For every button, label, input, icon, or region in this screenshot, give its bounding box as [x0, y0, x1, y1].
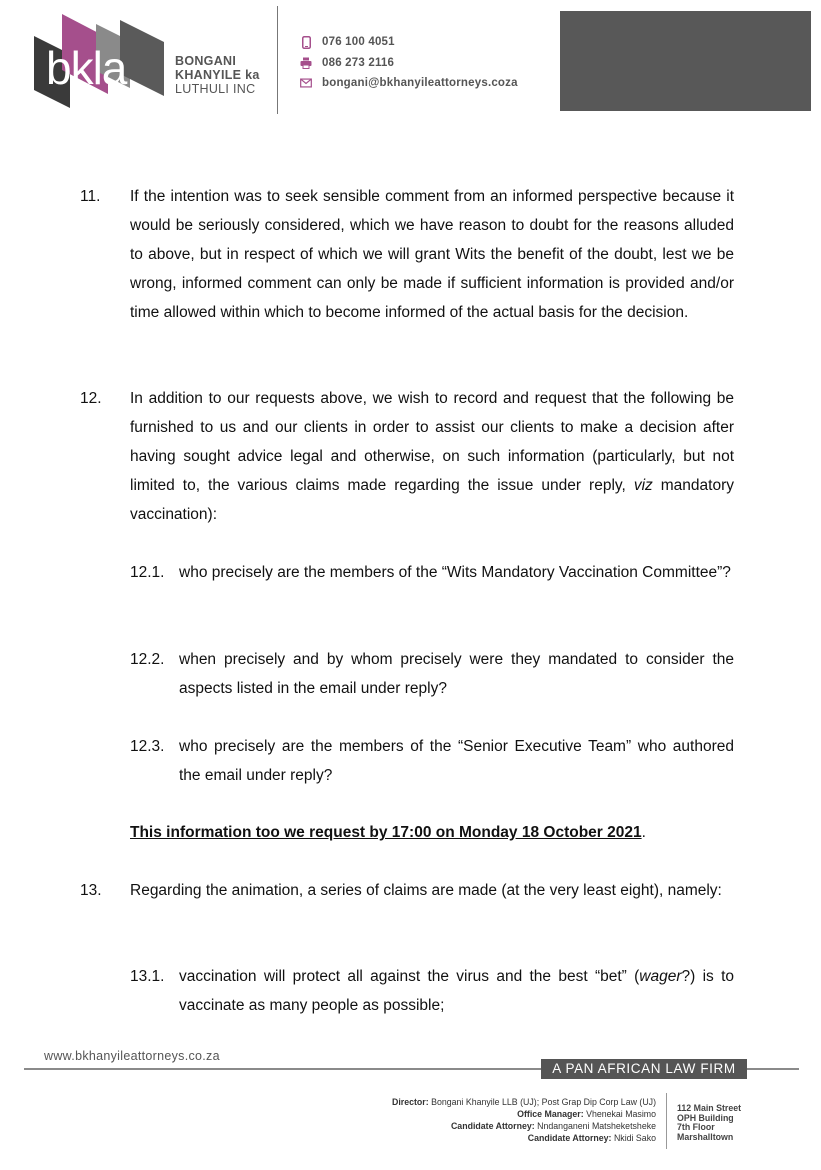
para-13-1-text-end: ?) is to vaccinate as many people as possible;: [179, 968, 735, 1014]
staff-role: Candidate Attorney:: [527, 1133, 612, 1143]
para-11-number: 11.: [80, 188, 101, 205]
firm-name-line-2: KHANYILE ka: [175, 68, 260, 82]
para-13-number: 13.: [80, 882, 102, 899]
header-divider: [277, 6, 278, 114]
contact-email: [300, 75, 518, 91]
para-12-2-text: when precisely and by whom precisely were they mandated to consider the aspects listed in the email under reply?: [179, 651, 734, 697]
header-grey-block: [560, 11, 811, 111]
staff-line-director: [392, 1096, 656, 1108]
staff-name: Nndanganeni Matsheketsheke: [537, 1121, 656, 1131]
para-12-text-end: mandatory vaccination):: [130, 477, 734, 523]
staff-name: Nkidi Sako: [613, 1133, 656, 1143]
para-13-1-italic: wager: [639, 968, 682, 985]
phone-number[interactable]: 076 100 4051: [322, 36, 395, 48]
para-12-1-number: 12.1.: [130, 564, 165, 581]
request-deadline-bold: This information too we request by 17:00 on Monday 18 October 2021: [130, 824, 642, 841]
staff-role: Director:: [391, 1097, 429, 1107]
footer-divider: [666, 1093, 667, 1149]
address-line-2: OPH Building: [677, 1112, 734, 1123]
para-12-1-text: who precisely are the members of the “Wits Mandatory Vaccination Committee”?: [179, 564, 731, 581]
footer-tagline: A PAN AFRICAN LAW FIRM: [541, 1059, 747, 1079]
para-12-text: [130, 384, 734, 529]
firm-logo: [34, 14, 164, 108]
firm-name-line-3: LUTHULI INC: [175, 82, 256, 96]
para-11-text: If the intention was to seek sensible comment from an informed perspective because it would be seriously considered, which we have reason to doubt for the reasons alluded to above, but in respect of which we will grant Wits the benefit of the doubt, lest we be wrong, informed comment can only be made if sufficient information is provided and/or time allowed within which to become informed of the actual basis for the decision.: [130, 188, 734, 321]
staff-name: Vhenekai Masimo: [586, 1109, 656, 1119]
address-line-1: 112 Main Street: [677, 1103, 742, 1113]
para-13-1-text-main: vaccination will protect all against the virus and the best “bet” (: [179, 968, 640, 985]
staff-line-candidate-attorney-2: [528, 1132, 656, 1144]
para-13-1-text: [179, 962, 734, 1020]
fax-icon: [300, 56, 312, 70]
para-13-1-number: 13.1.: [130, 968, 165, 985]
address-line-4: Marshalltown: [677, 1131, 734, 1142]
firm-name-line-1: BONGANI: [175, 54, 237, 68]
request-deadline: [130, 818, 750, 847]
para-12-2-number: 12.2.: [130, 651, 165, 668]
staff-role: Office Manager:: [517, 1109, 584, 1119]
staff-role: Candidate Attorney:: [450, 1121, 535, 1131]
envelope-icon: [300, 76, 312, 90]
address-line-3: 7th Floor: [677, 1122, 715, 1132]
contact-phone: [300, 34, 395, 50]
logo-text: bkla: [46, 42, 127, 94]
staff-line-office-manager: [517, 1108, 656, 1120]
fax-number: 086 273 2116: [322, 57, 395, 69]
para-12-text-main: In addition to our requests above, we wish to record and request that the following be furnished to us and our clients in order to assist our clients to make a decision after having sought advice legal and otherwise, on such information (particularly, but not limited to, the various claims made regarding the issue under reply,: [130, 390, 734, 494]
para-12-number: 12.: [80, 390, 102, 407]
contact-fax: [300, 55, 394, 71]
email-address[interactable]: bongani@bkhanyileattorneys.coza: [322, 77, 518, 89]
footer-website[interactable]: www.bkhanyileattorneys.co.za: [44, 1049, 220, 1063]
request-deadline-end: .: [641, 824, 646, 841]
staff-name: Bongani Khanyile LLB (UJ); Post Grap Dip Corp Law (UJ): [431, 1097, 656, 1107]
mobile-phone-icon: [300, 35, 312, 49]
para-12-3-number: 12.3.: [130, 738, 165, 755]
para-12-italic: viz: [633, 477, 653, 494]
staff-line-candidate-attorney-1: [451, 1120, 656, 1132]
para-13-text: Regarding the animation, a series of claims are made (at the very least eight), namely:: [130, 882, 722, 899]
para-12-3-text: who precisely are the members of the “Senior Executive Team” who authored the email under reply?: [179, 738, 734, 784]
